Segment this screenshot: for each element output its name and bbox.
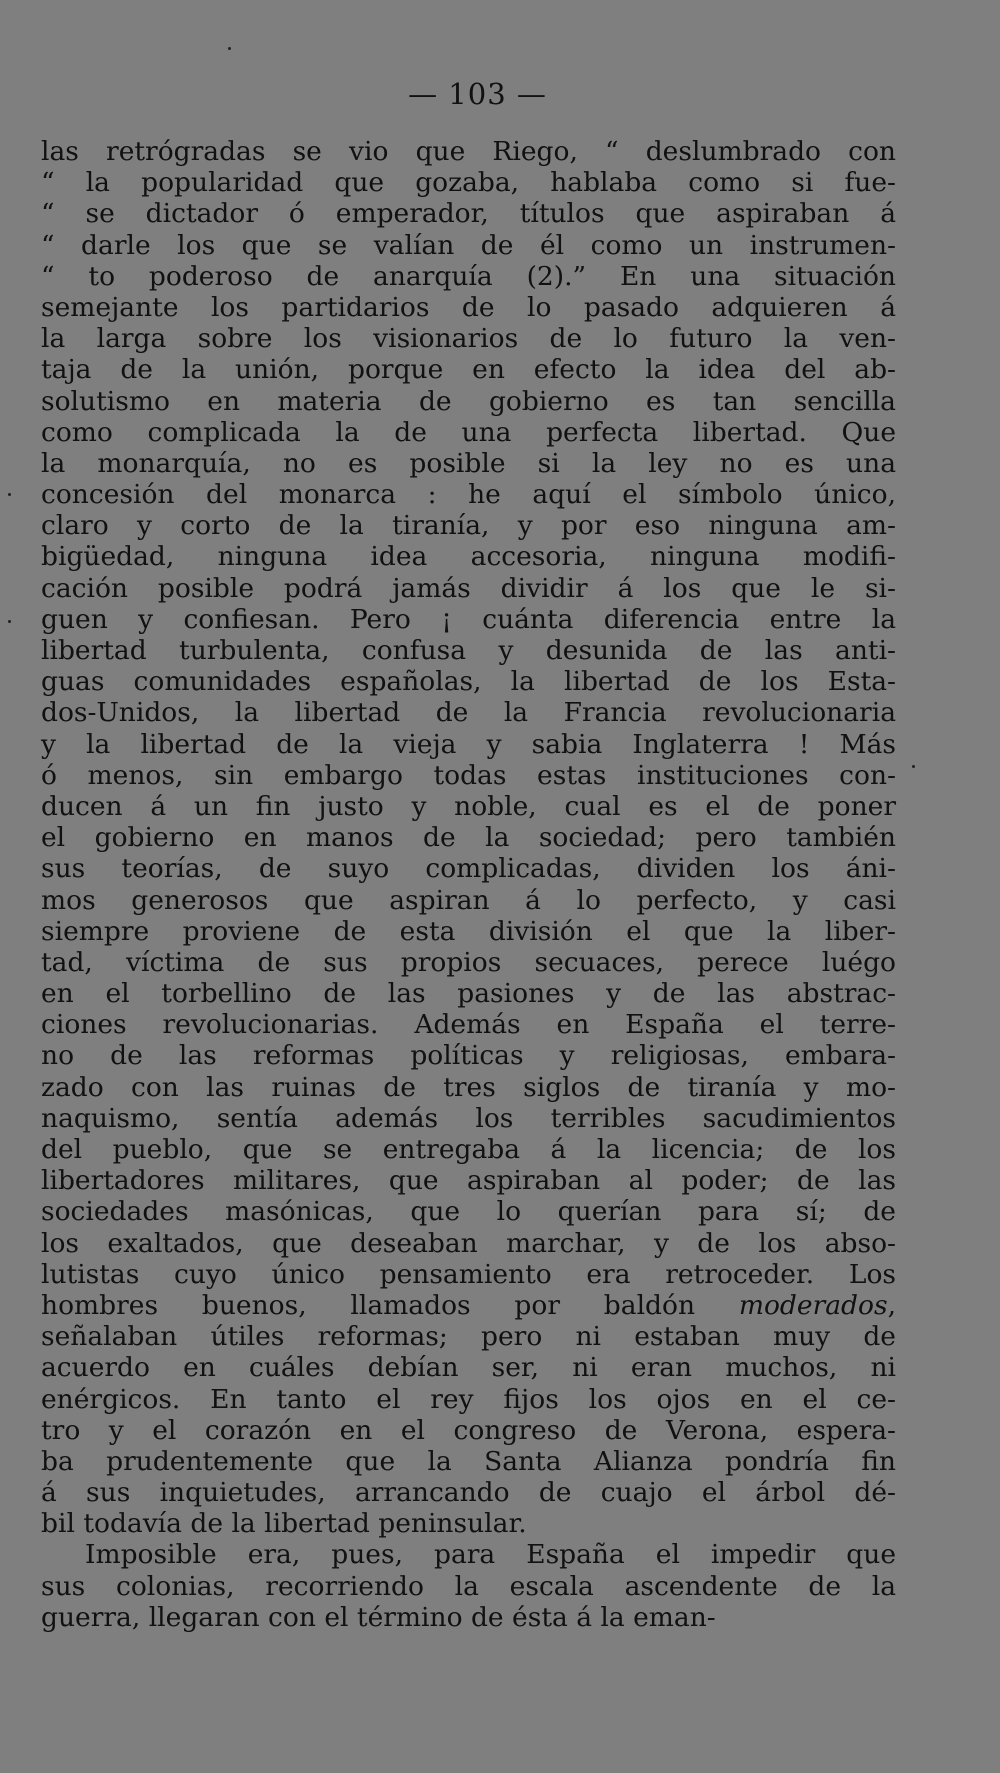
- text-line: la monarquía, no es posible si la ley no es una: [41, 447, 896, 479]
- text-line: siempre proviene de esta división el que la liber-: [41, 915, 896, 947]
- text-line: semejante los partidarios de lo pasado adquieren á: [41, 291, 896, 323]
- text-line: “ la popularidad que gozaba, hablaba como si fue-: [41, 167, 896, 199]
- text-line: á sus inquietudes, arrancando de cuajo el árbol dé-: [41, 1477, 896, 1509]
- print-speck: [912, 765, 915, 768]
- text-line: Imposible era, pues, para España el impedir que: [85, 1539, 896, 1571]
- text-line: como complicada la de una perfecta libertad. Que: [41, 416, 896, 448]
- body-text: [41, 136, 896, 1633]
- text-line: tad, víctima de sus propios secuaces, perece luégo: [41, 946, 896, 978]
- text-line: no de las reformas políticas y religiosas, embara-: [41, 1040, 896, 1072]
- text-line: el gobierno en manos de la sociedad; pero también: [41, 822, 896, 854]
- text-line: hombres buenos, llamados por baldón moderados,: [41, 1289, 896, 1321]
- print-speck: [8, 493, 11, 496]
- text-line: guerra, llegaran con el término de ésta á la eman-: [41, 1601, 716, 1633]
- print-speck: [228, 47, 231, 50]
- text-line: claro y corto de la tiranía, y por eso ninguna am-: [41, 510, 896, 542]
- text-line: ó menos, sin embargo todas estas instituciones con-: [41, 759, 896, 791]
- text-line: y la libertad de la vieja y sabia Inglaterra ! Más: [41, 728, 896, 760]
- text-line: los exaltados, que deseaban marchar, y de los abso-: [41, 1227, 896, 1259]
- italic-word: moderados: [738, 1289, 888, 1321]
- text-line: guen y confiesan. Pero ¡ cuánta diferencia entre la: [41, 603, 896, 635]
- text-line: libertadores militares, que aspiraban al poder; de las: [41, 1165, 896, 1197]
- text-line: sus colonias, recorriendo la escala ascendente de la: [41, 1570, 896, 1602]
- text-line: bigüedad, ninguna idea accesoria, ninguna modifi-: [41, 541, 896, 573]
- text-line: sociedades masónicas, que lo querían para sí; de: [41, 1196, 896, 1228]
- text-line: del pueblo, que se entregaba á la licencia; de los: [41, 1134, 896, 1165]
- text-line: cación posible podrá jamás dividir á los que le si-: [41, 572, 896, 604]
- text-line: naquismo, sentía además los terribles sacudimientos: [41, 1102, 896, 1134]
- text-line: concesión del monarca : he aquí el símbolo único,: [41, 479, 896, 511]
- text-line: solutismo en materia de gobierno es tan sencilla: [41, 385, 896, 417]
- text-line: libertad turbulenta, confusa y desunida de las anti-: [41, 635, 896, 666]
- text-line: las retrógradas se vio que Riego, “ deslumbrado con: [41, 136, 896, 167]
- text-line: “ se dictador ó emperador, títulos que aspiraban á: [41, 198, 896, 230]
- text-line: enérgicos. En tanto el rey fijos los ojos en el ce-: [41, 1383, 896, 1415]
- text-line: dos-Unidos, la libertad de la Francia revolucionaria: [41, 697, 896, 729]
- text-line: ba prudentemente que la Santa Alianza pondría fin: [41, 1445, 896, 1477]
- text-line: guas comunidades españolas, la libertad de los Esta-: [41, 666, 896, 698]
- text-line: lutistas cuyo único pensamiento era retroceder. Los: [41, 1258, 896, 1290]
- text-line: “ darle los que se valían de él como un instrumen-: [41, 229, 896, 261]
- text-line: señalaban útiles reformas; pero ni estaban muy de: [41, 1321, 896, 1353]
- text-line: ciones revolucionarias. Además en España el terre-: [41, 1009, 896, 1041]
- text-line: ducen á un fin justo y noble, cual es el de poner: [41, 790, 896, 822]
- page-number: — 103 —: [408, 77, 547, 111]
- text-line: zado con las ruinas de tres siglos de tiranía y mo-: [41, 1071, 896, 1103]
- print-speck: [8, 620, 11, 623]
- text-line: la larga sobre los visionarios de lo futuro la ven-: [41, 323, 896, 355]
- text-line: acuerdo en cuáles debían ser, ni eran muchos, ni: [41, 1352, 896, 1384]
- text-line: tro y el corazón en el congreso de Verona, espera-: [41, 1414, 896, 1446]
- text-line: “ to poderoso de anarquía (2).” En una situación: [41, 260, 896, 292]
- text-line: en el torbellino de las pasiones y de las abstrac-: [41, 978, 896, 1010]
- text-line: taja de la unión, porque en efecto la idea del ab-: [41, 354, 896, 386]
- text-line: mos generosos que aspiran á lo perfecto, y casi: [41, 884, 896, 916]
- text-line: sus teorías, de suyo complicadas, dividen los áni-: [41, 853, 896, 885]
- text-line: bil todavía de la libertad peninsular.: [41, 1508, 527, 1540]
